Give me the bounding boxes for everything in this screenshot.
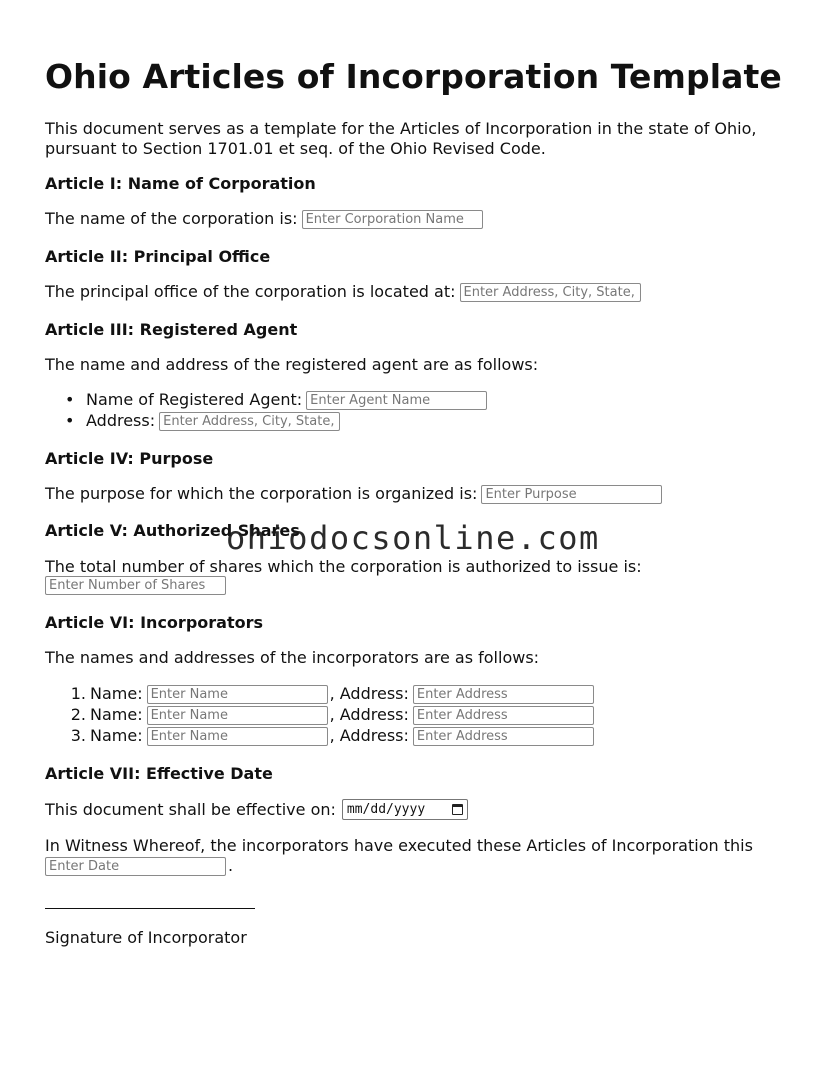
article-4-row — [45, 484, 664, 504]
corporation-name-input[interactable] — [302, 210, 483, 229]
article-2-text: The principal office of the corporation is located at: — [45, 282, 456, 301]
incorporator-1-name-input[interactable] — [147, 685, 328, 704]
incorporator-address-label: , Address: — [329, 705, 409, 724]
witness-row — [45, 856, 233, 876]
watermark: ohiodocsonline.com — [226, 519, 600, 557]
article-7-heading: Article VII: Effective Date — [45, 764, 273, 783]
incorporator-2-address-input[interactable] — [413, 706, 594, 725]
article-4-heading: Article IV: Purpose — [45, 449, 214, 468]
agent-address-label: Address: — [86, 411, 156, 430]
article-5-heading: Article V: Authorized Shares — [45, 521, 300, 540]
article-2-heading: Article II: Principal Office — [45, 247, 271, 266]
witness-text: In Witness Whereof, the incorporators have executed these Articles of Incorporation this — [45, 836, 753, 855]
incorporator-row-2 — [45, 705, 596, 725]
signature-line — [45, 908, 255, 909]
incorporator-row-1 — [45, 684, 596, 704]
article-4-text: The purpose for which the corporation is organized is: — [45, 484, 478, 503]
incorporator-3-address-input[interactable] — [413, 727, 594, 746]
incorporator-address-label: , Address: — [329, 726, 409, 745]
bullet: • — [65, 390, 75, 409]
number-of-shares-input[interactable] — [45, 576, 226, 595]
signature-label: Signature of Incorporator — [45, 928, 247, 947]
article-1-text: The name of the corporation is: — [45, 209, 298, 228]
list-item-agent-name — [45, 390, 489, 410]
witness-period: . — [228, 856, 234, 875]
article-5-text: The total number of shares which the corporation is authorized to issue is: — [45, 557, 642, 576]
witness-date-input[interactable] — [45, 857, 226, 876]
agent-name-label: Name of Registered Agent: — [86, 390, 303, 409]
incorporator-1-address-input[interactable] — [413, 685, 594, 704]
list-item-agent-address — [45, 411, 342, 431]
intro-line-2: pursuant to Section 1701.01 et seq. of the Ohio Revised Code. — [45, 139, 546, 158]
intro-line-1: This document serves as a template for the Articles of Incorporation in the state of Ohio, — [45, 119, 757, 138]
article-5-row — [45, 576, 228, 595]
effective-date-input[interactable] — [342, 799, 468, 820]
agent-address-input[interactable] — [159, 412, 340, 431]
calendar-icon[interactable] — [452, 804, 463, 815]
list-number: 2. — [70, 705, 86, 724]
bullet: • — [65, 411, 75, 430]
purpose-input[interactable] — [481, 485, 662, 504]
incorporator-row-3 — [45, 726, 596, 746]
incorporator-3-name-input[interactable] — [147, 727, 328, 746]
article-1-heading: Article I: Name of Corporation — [45, 174, 316, 193]
article-7-row — [45, 799, 468, 820]
incorporator-address-label: , Address: — [329, 684, 409, 703]
incorporator-name-label: Name: — [90, 726, 143, 745]
article-6-heading: Article VI: Incorporators — [45, 613, 263, 632]
date-format-text: mm/dd/yyyy — [346, 801, 426, 817]
article-7-text: This document shall be effective on: — [45, 799, 336, 819]
article-3-text: The name and address of the registered agent are as follows: — [45, 355, 539, 374]
incorporator-name-label: Name: — [90, 684, 143, 703]
article-2-row — [45, 282, 643, 302]
list-number: 1. — [70, 684, 86, 703]
article-1-row — [45, 209, 485, 229]
incorporator-name-label: Name: — [90, 705, 143, 724]
page-title: Ohio Articles of Incorporation Template — [45, 57, 782, 96]
incorporator-2-name-input[interactable] — [147, 706, 328, 725]
article-6-text: The names and addresses of the incorporators are as follows: — [45, 648, 540, 667]
list-number: 3. — [70, 726, 86, 745]
agent-name-input[interactable] — [306, 391, 487, 410]
principal-office-input[interactable] — [460, 283, 641, 302]
article-3-heading: Article III: Registered Agent — [45, 320, 298, 339]
